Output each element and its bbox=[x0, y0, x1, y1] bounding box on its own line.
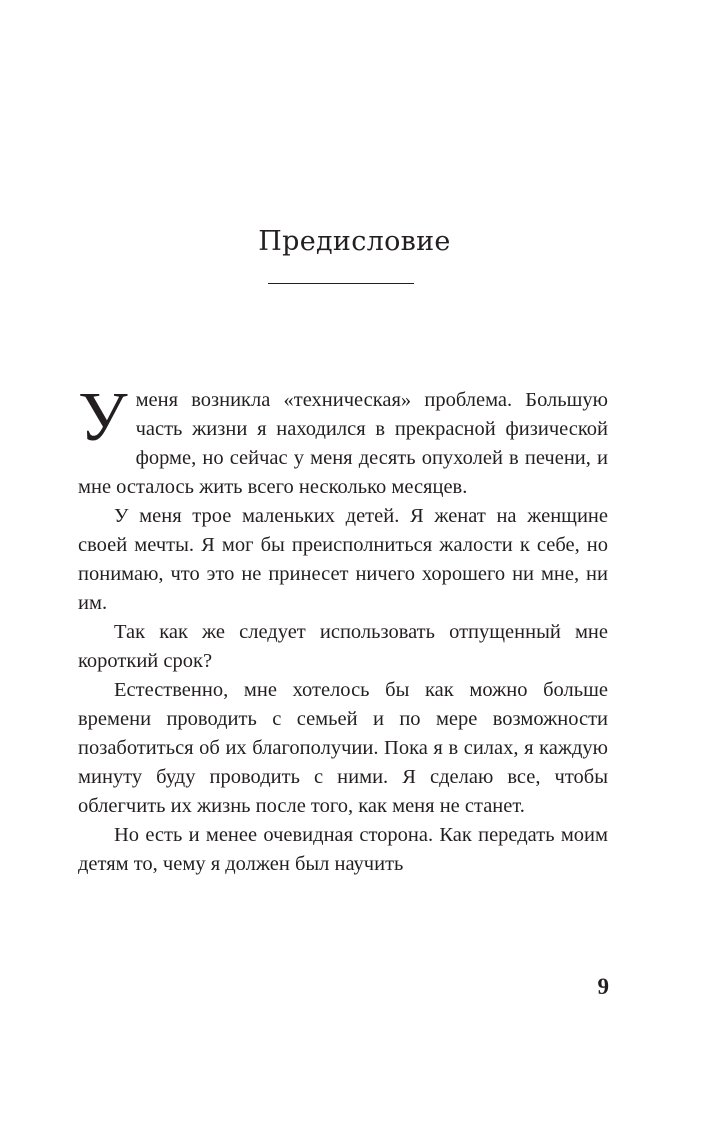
chapter-body bbox=[78, 379, 608, 879]
paragraph: Так как же следует использовать отпущенный мне короткий срок? bbox=[78, 621, 608, 672]
paragraph bbox=[78, 379, 608, 502]
drop-cap: У bbox=[78, 379, 128, 456]
chapter-title: Предисловие bbox=[258, 226, 451, 257]
paragraph: Но есть и менее очевидная сторона. Как передать моим детям то, чему я должен был научить bbox=[78, 824, 608, 875]
page-number: 9 bbox=[597, 974, 609, 999]
paragraph-text: меня возникла «техническая» проблема. Большую часть жизни я находился в прекрасной физической форме, но сейчас у меня десять опухолей в печени, и мне осталось жить всего несколько месяцев. bbox=[78, 389, 608, 498]
paragraph: У меня трое маленьких детей. Я женат на женщине своей мечты. Я мог бы преисполниться жалости к себе, но понимаю, что это не принесет ничего хорошего ни мне, ни им. bbox=[78, 505, 608, 614]
title-underline bbox=[268, 283, 414, 284]
paragraph: Естественно, мне хотелось бы как можно больше времени проводить с семьей и по мере возможности позаботиться об их благополучии. Пока я в силах, я каждую минуту буду проводить с ними. Я сделаю все, чтобы облегчить их жизнь после того, как меня не станет. bbox=[78, 679, 608, 817]
